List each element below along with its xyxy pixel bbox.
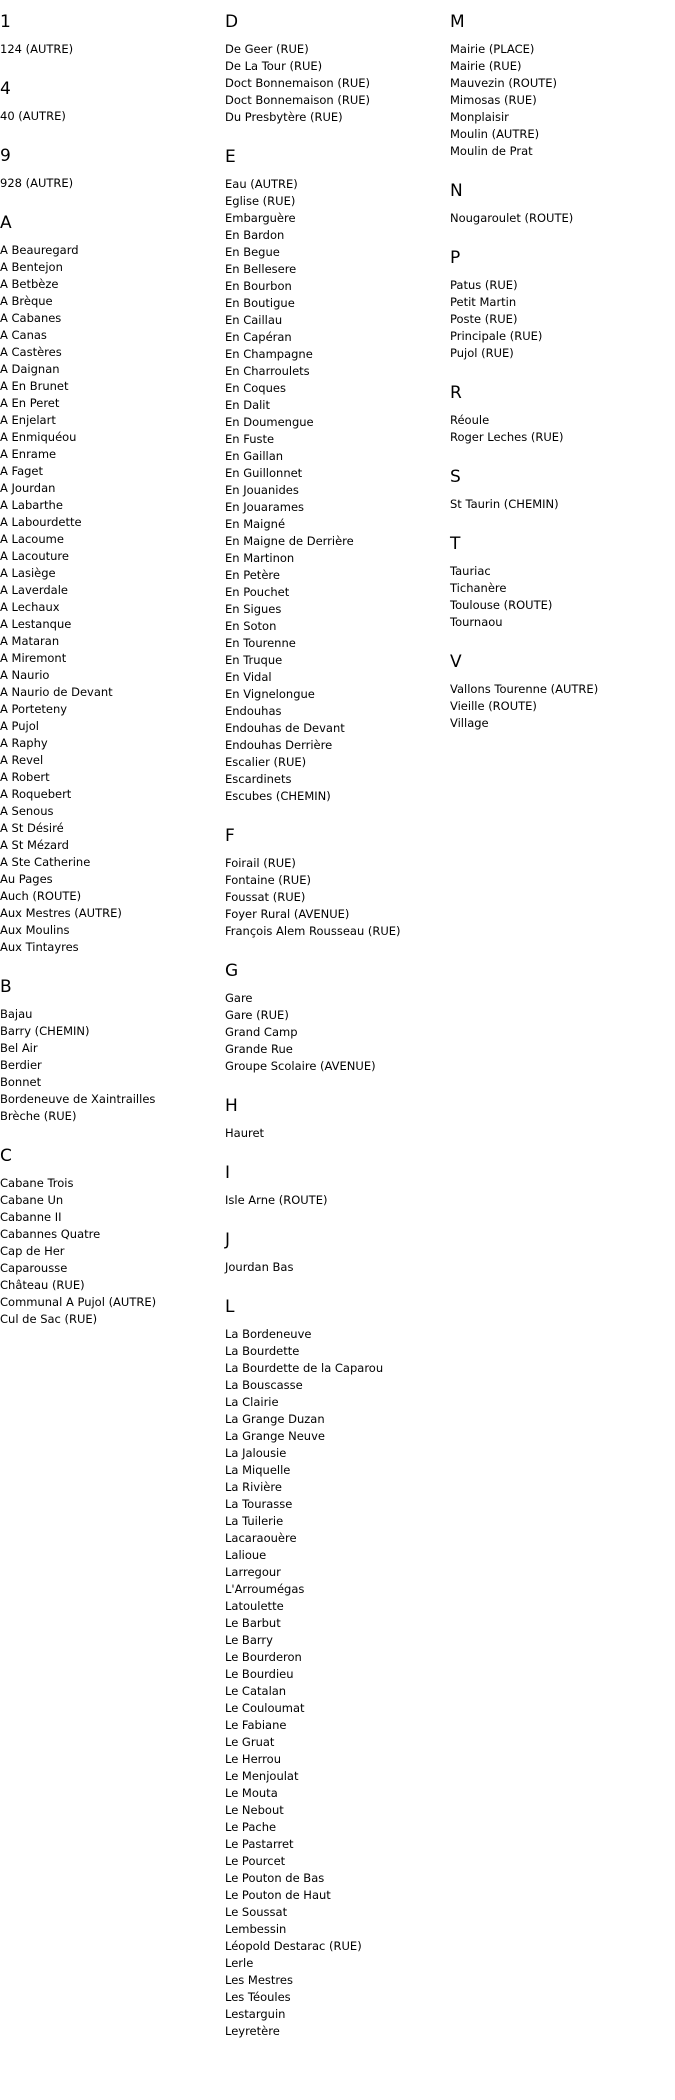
street-link[interactable]: Pujol (RUE) — [450, 346, 514, 360]
section — [0, 975, 225, 1125]
street-link[interactable]: 40 (AUTRE) — [0, 109, 66, 123]
street-link[interactable]: Patus (RUE) — [450, 278, 518, 292]
section-letter-heading: S — [450, 467, 461, 487]
column-1 — [0, 10, 225, 1347]
street-link[interactable]: Lerle — [225, 1956, 254, 1970]
street-link[interactable]: A Canas — [0, 328, 47, 342]
street-link[interactable]: La Grange Neuve — [225, 1429, 325, 1443]
street-link[interactable]: En Coques — [225, 381, 286, 395]
street-link[interactable]: A Pujol — [0, 719, 39, 733]
street-link[interactable]: Mimosas (RUE) — [450, 93, 537, 107]
street-link[interactable]: Hauret — [225, 1126, 265, 1140]
street-link[interactable]: Tournaou — [450, 615, 503, 629]
street-link[interactable]: Aux Mestres (AUTRE) — [0, 906, 122, 920]
street-link[interactable]: Barry (CHEMIN) — [0, 1024, 90, 1038]
street-link[interactable]: Leyretère — [225, 2024, 280, 2038]
street-link[interactable]: En Vidal — [225, 670, 272, 684]
street-link[interactable]: A Mataran — [0, 634, 60, 648]
street-link[interactable]: La Rivière — [225, 1480, 282, 1494]
street-link[interactable]: Le Couloumat — [225, 1701, 305, 1715]
street-list — [225, 1192, 450, 1209]
street-link[interactable]: Gare — [225, 991, 253, 1005]
street-link[interactable]: Cabane Un — [0, 1193, 64, 1207]
street-list — [225, 1326, 450, 2040]
street-link[interactable]: Doct Bonnemaison (RUE) — [225, 76, 371, 90]
street-list — [225, 176, 450, 805]
street-list — [450, 210, 675, 227]
street-link[interactable]: A Bentejon — [0, 260, 63, 274]
street-link[interactable]: En Fuste — [225, 432, 275, 446]
street-link[interactable]: Le Pouton de Bas — [225, 1871, 325, 1885]
street-link[interactable]: Aux Moulins — [0, 923, 70, 937]
street-link[interactable]: Escubes (CHEMIN) — [225, 789, 331, 803]
street-link[interactable]: En Martinon — [225, 551, 295, 565]
street-link[interactable]: A Laverdale — [0, 583, 69, 597]
street-link[interactable]: Groupe Scolaire (AVENUE) — [225, 1059, 376, 1073]
street-link[interactable]: En Dalit — [225, 398, 271, 412]
street-link[interactable]: Moulin de Prat — [450, 144, 533, 158]
street-link[interactable]: Endouhas — [225, 704, 282, 718]
column-3 — [450, 10, 675, 751]
street-link[interactable]: Vallons Tourenne (AUTRE) — [450, 682, 599, 696]
street-link[interactable]: Communal A Pujol (AUTRE) — [0, 1295, 157, 1309]
street-link[interactable]: En Gaillan — [225, 449, 284, 463]
street-link[interactable]: Foyer Rural (AVENUE) — [225, 907, 350, 921]
street-link[interactable]: A Lacouture — [0, 549, 69, 563]
section — [225, 145, 450, 805]
street-link[interactable]: En Vignelongue — [225, 687, 315, 701]
street-link[interactable]: A Porteteny — [0, 702, 68, 716]
street-link[interactable]: Bordeneuve de Xaintrailles — [0, 1092, 156, 1106]
street-link[interactable]: Aux Tintayres — [0, 940, 79, 954]
section — [225, 959, 450, 1075]
street-link[interactable]: En Maigne de Derrière — [225, 534, 354, 548]
street-link[interactable]: A Robert — [0, 770, 50, 784]
column-2 — [225, 10, 450, 2059]
street-link[interactable]: La Bourdette de la Caparou — [225, 1361, 384, 1375]
section-letter-heading: E — [225, 147, 236, 167]
street-link[interactable]: A Senous — [0, 804, 54, 818]
street-link[interactable]: La Bourdette — [225, 1344, 300, 1358]
street-link[interactable]: A Raphy — [0, 736, 48, 750]
section-letter-heading: G — [225, 961, 239, 981]
street-link[interactable]: Le Pouton de Haut — [225, 1888, 331, 1902]
street-link[interactable]: A Lechaux — [0, 600, 60, 614]
street-link[interactable]: La Bouscasse — [225, 1378, 303, 1392]
street-link[interactable]: Château (RUE) — [0, 1278, 85, 1292]
street-link[interactable]: A Betbèze — [0, 277, 59, 291]
street-link[interactable]: Le Soussat — [225, 1905, 288, 1919]
street-link[interactable]: Cabanne II — [0, 1210, 62, 1224]
street-link[interactable]: François Alem Rousseau (RUE) — [225, 924, 401, 938]
street-link[interactable]: En Boutigue — [225, 296, 295, 310]
street-link[interactable]: Endouhas de Devant — [225, 721, 345, 735]
street-link[interactable]: Berdier — [0, 1058, 42, 1072]
section — [0, 1144, 225, 1328]
street-link[interactable]: A Naurio — [0, 668, 50, 682]
street-link[interactable]: 928 (AUTRE) — [0, 176, 74, 190]
street-link[interactable]: En Pouchet — [225, 585, 290, 599]
street-link[interactable]: Mairie (RUE) — [450, 59, 522, 73]
street-list — [225, 1125, 450, 1142]
street-link[interactable]: En Tourenne — [225, 636, 296, 650]
street-link[interactable]: La Miquelle — [225, 1463, 291, 1477]
street-list — [0, 1006, 225, 1125]
street-link[interactable]: Gare (RUE) — [225, 1008, 289, 1022]
street-link[interactable]: En Bourbon — [225, 279, 292, 293]
street-link[interactable]: Escalier (RUE) — [225, 755, 307, 769]
street-link[interactable]: De Geer (RUE) — [225, 42, 309, 56]
street-link[interactable]: A St Mézard — [0, 838, 69, 852]
street-link[interactable]: Auch (ROUTE) — [0, 889, 82, 903]
street-link[interactable]: A Cabanes — [0, 311, 62, 325]
street-link[interactable]: En Sigues — [225, 602, 282, 616]
street-list — [450, 41, 675, 160]
street-list — [225, 41, 450, 126]
section — [0, 77, 225, 125]
street-link[interactable]: A Ste Catherine — [0, 855, 91, 869]
section-letter-heading: L — [225, 1297, 235, 1317]
section-letter-heading: C — [0, 1146, 12, 1166]
street-link[interactable]: A Roquebert — [0, 787, 72, 801]
section — [450, 179, 675, 227]
street-link[interactable]: Le Gruat — [225, 1735, 275, 1749]
street-link[interactable]: Principale (RUE) — [450, 329, 543, 343]
section — [0, 211, 225, 956]
street-link[interactable]: La Bordeneuve — [225, 1327, 312, 1341]
street-link[interactable]: Cap de Her — [0, 1244, 65, 1258]
street-link[interactable]: Jourdan Bas — [225, 1260, 294, 1274]
street-link[interactable]: Lacaraouère — [225, 1531, 297, 1545]
street-link[interactable]: A Daignan — [0, 362, 60, 376]
section-letter-heading: F — [225, 826, 235, 846]
street-link[interactable]: Endouhas Derrière — [225, 738, 333, 752]
section-letter-heading: 4 — [0, 79, 11, 99]
street-link[interactable]: Isle Arne (ROUTE) — [225, 1193, 328, 1207]
street-link[interactable]: Foirail (RUE) — [225, 856, 296, 870]
section — [225, 1094, 450, 1142]
street-link[interactable]: Nougaroulet (ROUTE) — [450, 211, 574, 225]
street-link[interactable]: Le Bourdieu — [225, 1667, 294, 1681]
section-letter-heading: R — [450, 383, 462, 403]
street-link[interactable]: Le Pastarret — [225, 1837, 294, 1851]
street-link[interactable]: Du Presbytère (RUE) — [225, 110, 343, 124]
street-link[interactable]: A En Brunet — [0, 379, 69, 393]
street-link[interactable]: Cabane Trois — [0, 1176, 74, 1190]
street-link[interactable]: Vieille (ROUTE) — [450, 699, 537, 713]
section — [450, 650, 675, 732]
street-link[interactable]: Eau (AUTRE) — [225, 177, 298, 191]
street-link[interactable]: Bajau — [0, 1007, 33, 1021]
street-link[interactable]: En Maigné — [225, 517, 286, 531]
street-list — [225, 1259, 450, 1276]
street-link[interactable]: Léopold Destarac (RUE) — [225, 1939, 362, 1953]
street-link[interactable]: Le Pache — [225, 1820, 277, 1834]
street-link[interactable]: Embarguère — [225, 211, 296, 225]
street-link[interactable]: Larregour — [225, 1565, 281, 1579]
street-link[interactable]: Escardinets — [225, 772, 292, 786]
street-link[interactable]: Le Mouta — [225, 1786, 278, 1800]
street-list — [0, 108, 225, 125]
street-link[interactable]: Mairie (PLACE) — [450, 42, 535, 56]
street-link[interactable]: St Taurin (CHEMIN) — [450, 497, 559, 511]
section-letter-heading: 9 — [0, 146, 11, 166]
street-link[interactable]: A Lacoume — [0, 532, 64, 546]
section — [225, 1295, 450, 2040]
street-link[interactable]: En Bardon — [225, 228, 285, 242]
street-link[interactable]: En Bellesere — [225, 262, 297, 276]
street-link[interactable]: Roger Leches (RUE) — [450, 430, 564, 444]
street-link[interactable]: Le Menjoulat — [225, 1769, 299, 1783]
section — [225, 824, 450, 940]
section-letter-heading: V — [450, 652, 462, 672]
street-link[interactable]: Lestarguin — [225, 2007, 286, 2021]
street-link[interactable]: En Doumengue — [225, 415, 314, 429]
street-link[interactable]: Doct Bonnemaison (RUE) — [225, 93, 371, 107]
street-link[interactable]: Le Bourderon — [225, 1650, 302, 1664]
street-link[interactable]: Le Pourcet — [225, 1854, 286, 1868]
street-link[interactable]: En Truque — [225, 653, 283, 667]
street-link[interactable]: La Jalousie — [225, 1446, 287, 1460]
section — [450, 532, 675, 631]
street-list — [0, 41, 225, 58]
section — [450, 10, 675, 160]
street-link[interactable]: A Miremont — [0, 651, 67, 665]
street-link[interactable]: Les Mestres — [225, 1973, 293, 1987]
street-link[interactable]: La Tourasse — [225, 1497, 293, 1511]
street-link[interactable]: En Champagne — [225, 347, 313, 361]
street-list — [0, 1175, 225, 1328]
section — [0, 144, 225, 192]
street-link[interactable]: Cabannes Quatre — [0, 1227, 101, 1241]
street-link[interactable]: Grande Rue — [225, 1042, 293, 1056]
street-link[interactable]: A Naurio de Devant — [0, 685, 113, 699]
street-link[interactable]: A Lasiège — [0, 566, 56, 580]
street-link[interactable]: 124 (AUTRE) — [0, 42, 74, 56]
street-link[interactable]: A St Désiré — [0, 821, 64, 835]
section-letter-heading: J — [225, 1230, 231, 1250]
street-link[interactable]: De La Tour (RUE) — [225, 59, 323, 73]
street-link[interactable]: A Enjelart — [0, 413, 56, 427]
street-link[interactable]: En Soton — [225, 619, 277, 633]
street-link[interactable]: A Jourdan — [0, 481, 56, 495]
street-link[interactable]: Cul de Sac (RUE) — [0, 1312, 98, 1326]
street-link[interactable]: Tauriac — [450, 564, 491, 578]
street-link[interactable]: A Labourdette — [0, 515, 82, 529]
section-letter-heading: P — [450, 248, 461, 268]
section — [0, 10, 225, 58]
section-letter-heading: H — [225, 1096, 238, 1116]
street-link[interactable]: A En Peret — [0, 396, 60, 410]
street-list — [450, 681, 675, 732]
street-link[interactable]: A Revel — [0, 753, 44, 767]
section-letter-heading: N — [450, 181, 463, 201]
section-letter-heading: T — [450, 534, 461, 554]
street-list — [225, 855, 450, 940]
street-link[interactable]: Le Fabiane — [225, 1718, 287, 1732]
street-link[interactable]: A Castères — [0, 345, 62, 359]
street-link[interactable]: A Enrame — [0, 447, 57, 461]
street-link[interactable]: Fontaine (RUE) — [225, 873, 311, 887]
street-link[interactable]: Lalioue — [225, 1548, 267, 1562]
street-list — [0, 242, 225, 956]
street-list — [450, 412, 675, 446]
section-letter-heading: I — [225, 1163, 231, 1183]
section-letter-heading: 1 — [0, 12, 11, 32]
street-link[interactable]: Poste (RUE) — [450, 312, 518, 326]
section-letter-heading: M — [450, 12, 465, 32]
street-link[interactable]: En Jouanides — [225, 483, 299, 497]
street-link[interactable]: L'Arroumégas — [225, 1582, 305, 1596]
street-link[interactable]: En Guillonnet — [225, 466, 303, 480]
street-link[interactable]: A Faget — [0, 464, 44, 478]
section — [225, 1161, 450, 1209]
street-link[interactable]: Eglise (RUE) — [225, 194, 296, 208]
street-link[interactable]: A Enmiquéou — [0, 430, 77, 444]
section-letter-heading: D — [225, 12, 239, 32]
street-link[interactable]: A Beauregard — [0, 243, 79, 257]
street-link[interactable]: Caparousse — [0, 1261, 68, 1275]
street-list — [0, 175, 225, 192]
street-link[interactable]: En Begue — [225, 245, 280, 259]
section-letter-heading: A — [0, 213, 12, 233]
street-link[interactable]: Toulouse (ROUTE) — [450, 598, 553, 612]
section-letter-heading: B — [0, 977, 12, 997]
street-link[interactable]: Réoule — [450, 413, 490, 427]
street-link[interactable]: Brèche (RUE) — [0, 1109, 77, 1123]
street-link[interactable]: Monplaisir — [450, 110, 509, 124]
section — [225, 10, 450, 126]
street-link[interactable]: La Tuilerie — [225, 1514, 284, 1528]
street-link[interactable]: Latoulette — [225, 1599, 284, 1613]
street-link[interactable]: Grand Camp — [225, 1025, 298, 1039]
street-link[interactable]: Bel Air — [0, 1041, 38, 1055]
section — [225, 1228, 450, 1276]
street-list — [450, 496, 675, 513]
section — [450, 246, 675, 362]
street-link[interactable]: Tichanère — [450, 581, 507, 595]
street-link[interactable]: Le Barry — [225, 1633, 273, 1647]
street-link[interactable]: La Grange Duzan — [225, 1412, 325, 1426]
street-link[interactable]: A Lestanque — [0, 617, 72, 631]
street-list — [450, 563, 675, 631]
street-link[interactable]: Village — [450, 716, 489, 730]
street-link[interactable]: En Charroulets — [225, 364, 310, 378]
street-link[interactable]: Le Nebout — [225, 1803, 284, 1817]
street-link[interactable]: Moulin (AUTRE) — [450, 127, 540, 141]
street-link[interactable]: En Caillau — [225, 313, 283, 327]
street-link[interactable]: La Clairie — [225, 1395, 279, 1409]
section — [450, 381, 675, 446]
street-link[interactable]: En Petère — [225, 568, 280, 582]
street-link[interactable]: Le Herrou — [225, 1752, 281, 1766]
street-link[interactable]: Le Barbut — [225, 1616, 281, 1630]
street-list — [450, 277, 675, 362]
street-link[interactable]: En Jouarames — [225, 500, 305, 514]
street-link[interactable]: Mauvezin (ROUTE) — [450, 76, 558, 90]
street-link[interactable]: A Brèque — [0, 294, 53, 308]
street-link[interactable]: Bonnet — [0, 1075, 42, 1089]
street-link[interactable]: Au Pages — [0, 872, 53, 886]
street-link[interactable]: Le Catalan — [225, 1684, 287, 1698]
street-link[interactable]: Lembessin — [225, 1922, 287, 1936]
street-link[interactable]: A Labarthe — [0, 498, 63, 512]
street-link[interactable]: Les Téoules — [225, 1990, 291, 2004]
street-link[interactable]: En Capéran — [225, 330, 292, 344]
street-link[interactable]: Foussat (RUE) — [225, 890, 306, 904]
section — [450, 465, 675, 513]
street-link[interactable]: Petit Martin — [450, 295, 517, 309]
street-list — [225, 990, 450, 1075]
